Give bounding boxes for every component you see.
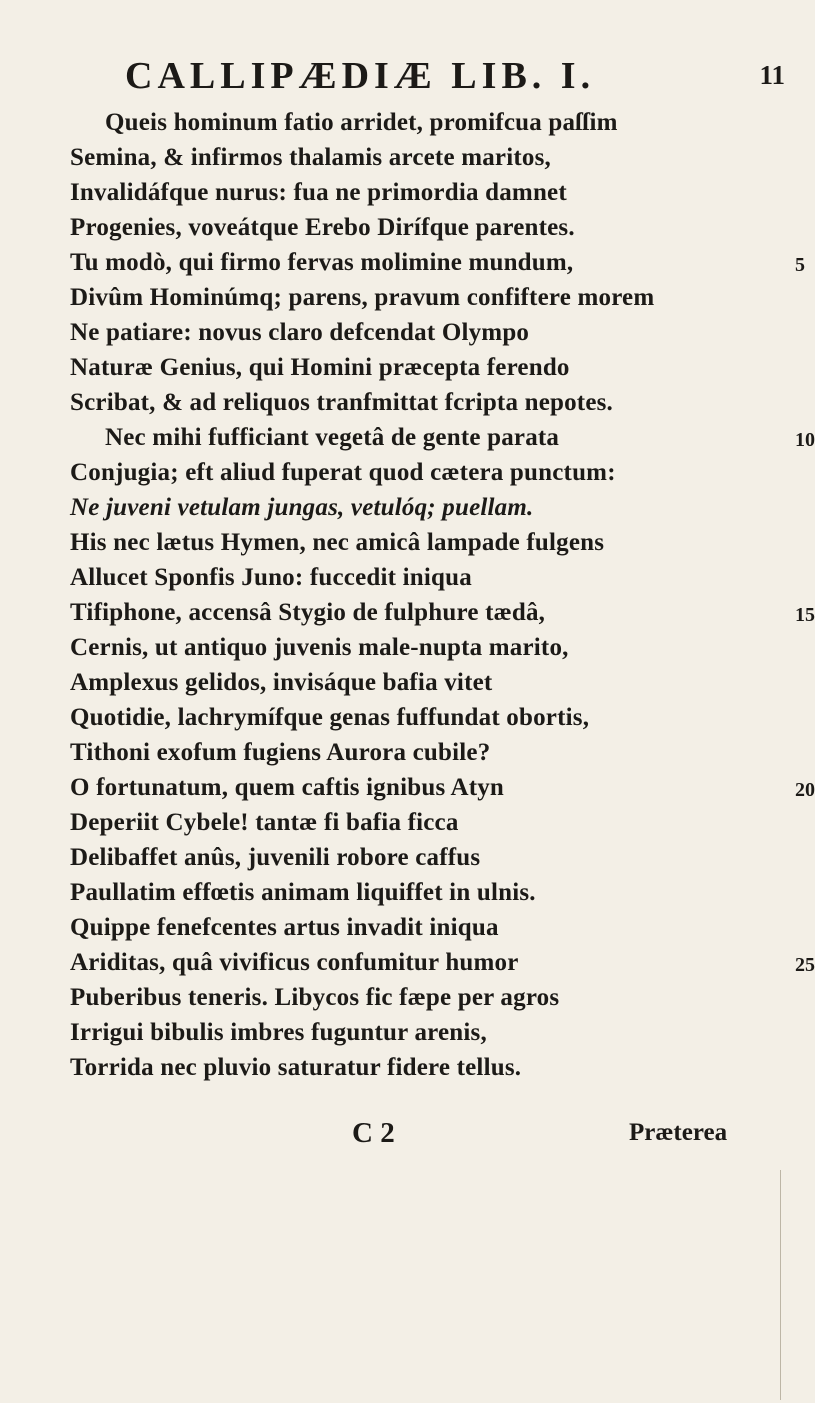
verse-line: Tu modò, qui firmo fervas molimine mundum, [70,249,574,276]
verse-line: Allucet Sponfis Juno: fuccedit iniqua [70,564,472,591]
verse-line: Tifiphone, accensâ Stygio de fulphure tædâ, [70,599,546,626]
line-number: 20 [795,779,815,801]
verse-line: Ne patiare: novus claro defcendat Olympo [70,319,530,346]
verse-line: Ariditas, quâ vivificus confumitur humor [70,949,519,976]
verse-line: Quippe fenefcentes artus invadit iniqua [70,914,499,941]
verse-line: Progenies, voveátque Erebo Dirífque parentes. [70,214,575,241]
catchword: Præterea [629,1119,728,1146]
verse-line: Torrida nec pluvio saturatur fidere tellus. [70,1054,522,1081]
verse-line: Quotidie, lachrymífque genas fuffundat obortis, [70,704,590,731]
verse-line: Delibaffet anûs, juvenili robore caffus [70,844,481,871]
verse-line: O fortunatum, quem caftis ignibus Atyn [70,774,505,801]
verse-line: Paullatim effœtis animam liquiffet in ulnis. [70,879,536,906]
page-edge-divider [780,1170,781,1400]
page-header [125,54,785,104]
verse-line: Queis hominum fatio arridet, promifcua paſſim [105,109,618,136]
line-number: 5 [795,254,805,276]
page-number: 11 [759,60,785,90]
verse-line: Tithoni exofum fugiens Aurora cubile? [70,739,491,766]
running-title: CALLIPÆDIÆ LIB. I. [125,55,596,97]
verse-line: Invalidáfque nurus: fua ne primordia damnet [70,179,567,206]
page-footer [0,1117,801,1157]
verse-line: Ne juveni vetulam jungas, vetulóq; puellam. [70,494,534,521]
verse-line: Cernis, ut antiquo juvenis male-nupta marito, [70,634,569,661]
line-number: 10 [795,429,815,451]
verse-line: Amplexus gelidos, invisáque bafia vitet [70,669,493,696]
verse-line: Conjugia; eft aliud fuperat quod cætera punctum: [70,459,616,486]
verse-line: Deperiit Cybele! tantæ fi bafia ficca [70,809,459,836]
signature-mark: C 2 [352,1117,395,1149]
verse-line: Irrigui bibulis imbres fuguntur arenis, [70,1019,487,1046]
verse-line: Scribat, & ad reliquos tranfmittat fcripta nepotes. [70,389,614,416]
verse-line: Semina, & infirmos thalamis arcete maritos, [70,144,551,171]
verse-line: Nec mihi fufficiant vegetâ de gente parata [105,424,560,451]
line-number: 25 [795,954,815,976]
verse-line: Puberibus teneris. Libycos fic fæpe per agros [70,984,560,1011]
verse-line: Naturæ Genius, qui Homini præcepta ferendo [70,354,570,381]
verse-line: His nec lætus Hymen, nec amicâ lampade fulgens [70,529,605,556]
verse-line: Divûm Hominúmq; parens, pravum confiftere morem [70,284,655,311]
line-number: 15 [795,604,815,626]
